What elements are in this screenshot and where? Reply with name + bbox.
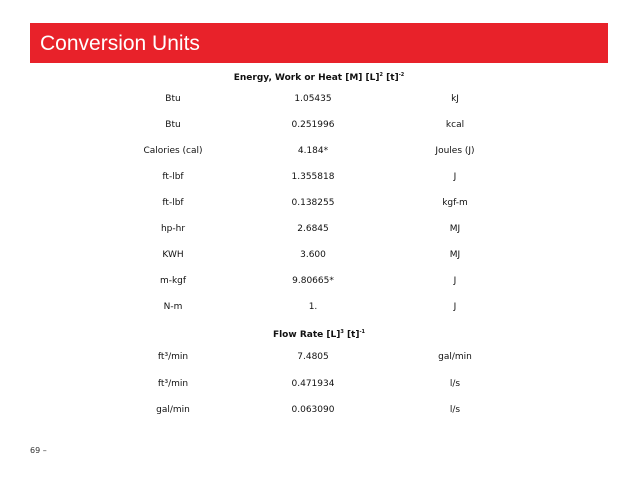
flow-heading-exp2: -1 <box>359 329 366 335</box>
table-cell: 1.05435 <box>294 94 332 104</box>
table-cell: 0.063090 <box>291 405 335 415</box>
flow-heading-text: Flow Rate [L] <box>272 330 341 340</box>
table-row <box>0 352 638 366</box>
energy-heading-exp2: -2 <box>398 72 405 78</box>
table-cell: N-m <box>163 302 183 312</box>
table-row <box>0 172 638 186</box>
energy-heading-exp1: 2 <box>379 72 384 78</box>
table-cell: KWH <box>162 250 184 260</box>
title-banner <box>30 23 608 63</box>
table-cell: ft³/min <box>157 352 189 362</box>
energy-section-heading <box>0 72 638 83</box>
table-cell: kJ <box>451 94 459 104</box>
table-cell: gal/min <box>156 405 190 415</box>
table-cell: 4.184* <box>297 146 329 156</box>
table-cell: Btu <box>165 120 181 130</box>
table-cell: 7.4805 <box>297 352 329 362</box>
table-row <box>0 120 638 134</box>
table-cell: ft³/min <box>157 378 189 389</box>
table-cell: 1.355818 <box>291 172 335 182</box>
table-cell: kcal <box>445 120 465 130</box>
table-cell: 0.138255 <box>291 198 335 208</box>
table-cell: Calories (cal) <box>143 146 203 156</box>
table-cell: kgf-m <box>442 198 468 208</box>
table-cell: l/s <box>449 378 461 389</box>
page-title: Conversion Units <box>40 32 200 55</box>
table-cell: Joules (J) <box>435 146 475 156</box>
table-row <box>0 250 638 264</box>
table-cell: 0.471934 <box>291 378 335 389</box>
flow-heading-mid: [t] <box>343 330 360 340</box>
table-cell: 3.600 <box>300 250 326 260</box>
table-row <box>0 302 638 316</box>
table-cell: hp-hr <box>160 224 186 234</box>
table-cell: ft-lbf <box>162 172 184 182</box>
table-cell: J <box>453 172 457 182</box>
table-cell: 9.80665* <box>292 276 334 286</box>
table-cell: gal/min <box>438 352 472 362</box>
table-row <box>0 94 638 108</box>
table-cell: 2.6845 <box>297 224 329 234</box>
flow-heading-exp1: 3 <box>340 329 344 335</box>
table-row <box>0 146 638 160</box>
table-cell: 1. <box>308 302 318 312</box>
table-cell: MJ <box>449 250 461 260</box>
table-row <box>0 224 638 238</box>
table-row <box>0 276 638 290</box>
table-row <box>0 198 638 212</box>
table-row <box>0 379 638 393</box>
table-cell: J <box>453 302 457 312</box>
table-cell: m-kgf <box>159 276 187 286</box>
energy-heading-text: Energy, Work or Heat [M] [L] <box>233 73 380 83</box>
energy-heading-mid: [t] <box>383 73 399 83</box>
table-cell: J <box>453 276 457 286</box>
table-cell: 0.251996 <box>291 120 335 130</box>
page-number: 69 – <box>30 446 47 455</box>
table-cell: MJ <box>449 224 461 234</box>
flow-section-heading <box>0 329 638 340</box>
table-row <box>0 405 638 419</box>
table-cell: l/s <box>449 405 461 415</box>
table-cell: Btu <box>165 94 181 104</box>
table-cell: ft-lbf <box>162 198 184 208</box>
